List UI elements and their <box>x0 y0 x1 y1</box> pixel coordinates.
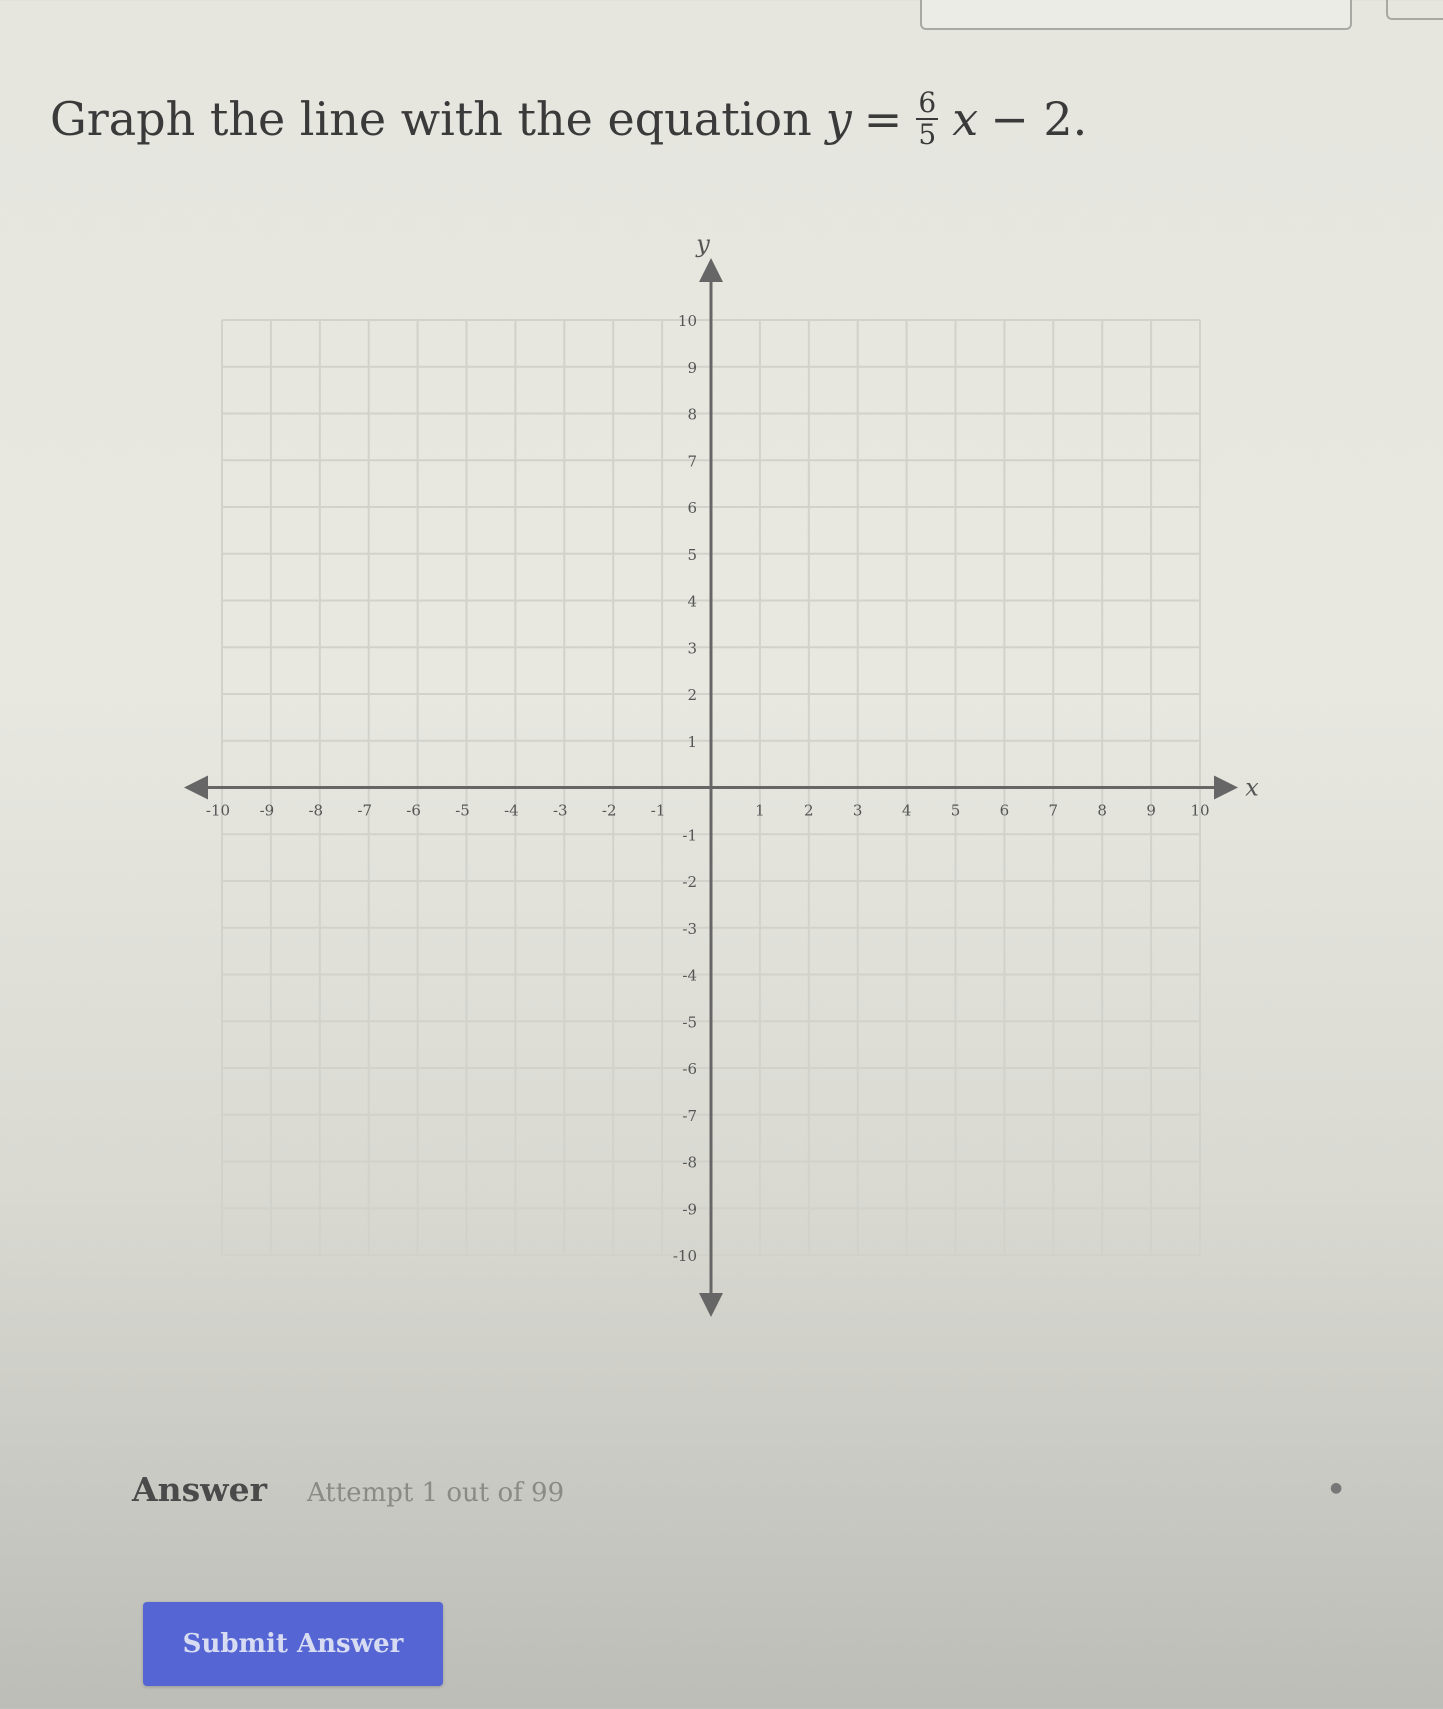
x-tick-label: 6 <box>999 801 1010 820</box>
question-prompt <box>50 88 1087 150</box>
y-tick-label: 2 <box>687 686 697 704</box>
x-tick-label: 5 <box>950 801 961 820</box>
x-tick-label: -2 <box>601 801 617 820</box>
y-tick-label: 4 <box>687 592 697 611</box>
y-tick-label: -7 <box>682 1106 697 1125</box>
question-text: Graph the line with the equation <box>50 92 812 146</box>
x-tick-label: 3 <box>852 801 863 820</box>
x-tick-label: -10 <box>205 801 231 820</box>
y-axis-up-arrow-icon <box>699 258 723 282</box>
y-tick-label: -4 <box>682 966 697 985</box>
x-tick-label: 4 <box>901 801 912 820</box>
x-tick-label: 7 <box>1048 801 1059 820</box>
x-tick-label: -5 <box>455 801 470 820</box>
y-tick-label: -1 <box>682 826 697 845</box>
y-tick-label: 6 <box>687 499 697 517</box>
eq-y: y <box>825 92 852 146</box>
y-tick-label: 1 <box>687 732 697 751</box>
x-axis-left-arrow-icon <box>184 776 208 800</box>
y-tick-label: 5 <box>687 545 697 564</box>
answer-row <box>132 1470 564 1509</box>
x-tick-label: 1 <box>755 801 765 820</box>
eq-numerator: 6 <box>918 86 937 119</box>
submit-answer-button[interactable]: Submit Answer <box>143 1602 443 1686</box>
info-dot-icon: ● <box>1330 1480 1343 1496</box>
y-tick-label: 3 <box>687 639 697 658</box>
x-tick-label: -3 <box>552 801 568 820</box>
x-tick-label: -8 <box>308 801 324 820</box>
y-tick-label: -10 <box>672 1247 697 1265</box>
y-tick-label: 10 <box>677 312 697 330</box>
eq-denominator: 5 <box>918 118 937 151</box>
y-tick-label: 7 <box>687 452 697 471</box>
x-axis-right-arrow-icon <box>1214 776 1238 800</box>
eq-fraction <box>916 88 938 150</box>
equation <box>826 88 1088 150</box>
attempt-counter: Attempt 1 out of 99 <box>306 1478 565 1508</box>
y-tick-label: 8 <box>687 405 697 424</box>
y-tick-label: -8 <box>682 1153 697 1172</box>
x-tick-label: -6 <box>406 801 421 820</box>
x-tick-label: -9 <box>259 801 275 820</box>
x-tick-label: 10 <box>1190 801 1210 820</box>
x-axis-label: x <box>1245 773 1259 802</box>
y-axis-label: y <box>696 235 710 258</box>
x-tick-label: -4 <box>504 801 519 820</box>
answer-label: Answer <box>132 1470 267 1509</box>
x-tick-label: -7 <box>357 801 373 820</box>
graph-canvas[interactable] <box>180 235 1280 1325</box>
top-corner-box <box>1386 0 1443 20</box>
eq-equals: = <box>863 92 903 146</box>
y-tick-label: -6 <box>682 1060 697 1078</box>
x-tick-label: 8 <box>1097 801 1107 820</box>
y-tick-label: -5 <box>682 1013 697 1032</box>
y-tick-label: 9 <box>687 358 697 377</box>
y-tick-label: -9 <box>682 1200 697 1219</box>
x-tick-label: 2 <box>804 801 814 820</box>
y-axis-down-arrow-icon <box>699 1293 723 1317</box>
eq-x: x <box>952 92 979 146</box>
x-tick-label: -1 <box>650 801 666 820</box>
top-input-box <box>920 0 1352 30</box>
y-tick-label: -3 <box>682 919 697 938</box>
coordinate-graph[interactable] <box>180 235 1280 1329</box>
eq-rest: − 2. <box>990 92 1088 146</box>
x-tick-label: 9 <box>1146 801 1156 820</box>
y-tick-label: -2 <box>682 873 697 891</box>
